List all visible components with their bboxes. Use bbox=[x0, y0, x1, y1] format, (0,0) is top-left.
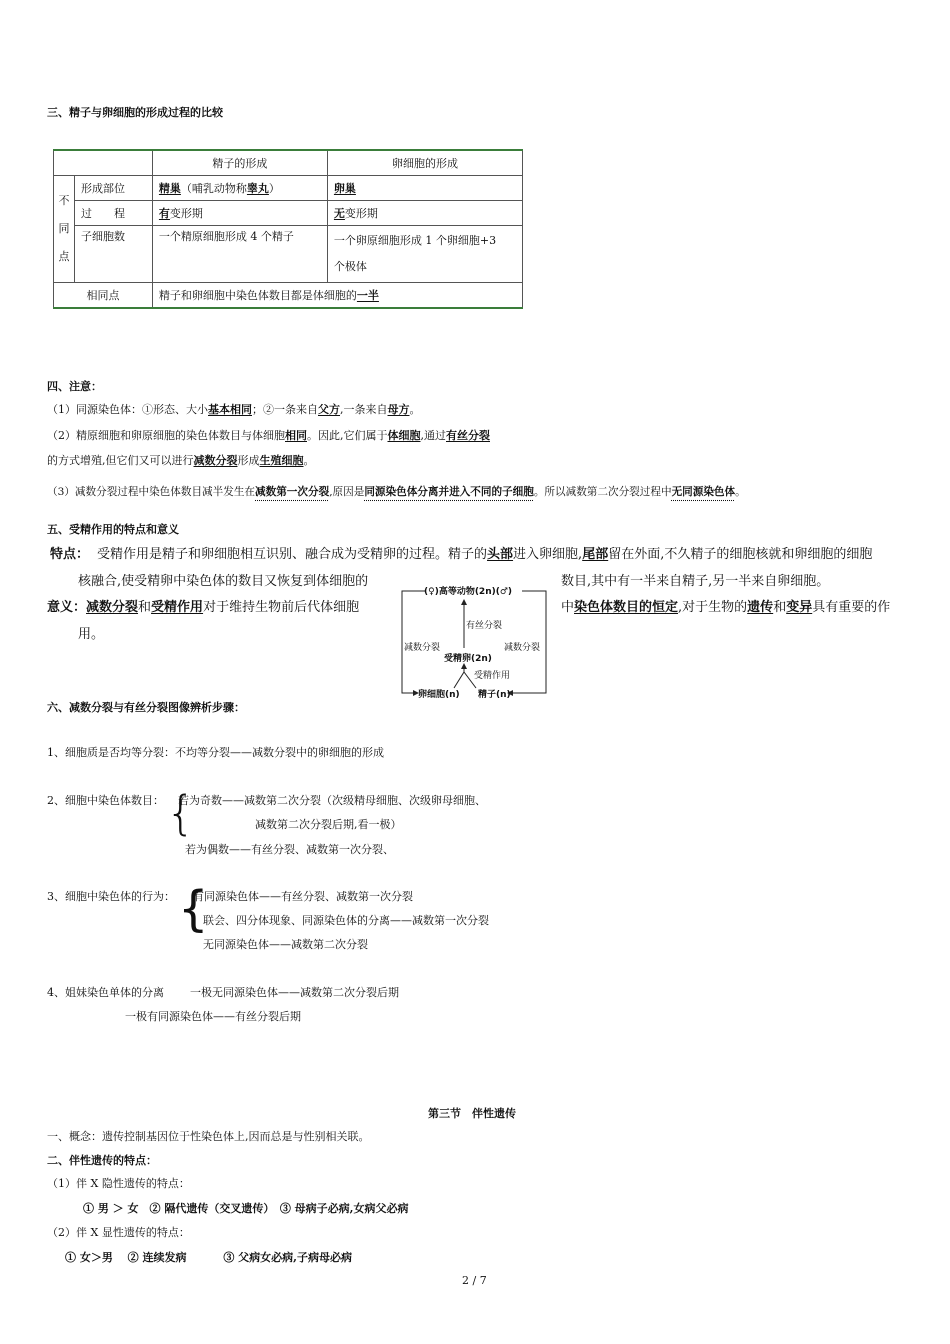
row-count-sperm: 一个精原细胞形成 4 个精子 bbox=[152, 226, 327, 283]
row-count-label: 子细胞数 bbox=[75, 226, 153, 283]
step-1: 1、细胞质是否均等分裂：不均等分裂——减数分裂中的卵细胞的形成 bbox=[47, 746, 384, 759]
diagram-zygote: 受精卵(2n) bbox=[444, 654, 492, 664]
header-egg: 卵细胞的形成 bbox=[327, 150, 522, 176]
fert-features-line-2a: 核融合,使受精卵中染色体的数目又恢复到体细胞的 bbox=[78, 574, 369, 589]
x-recessive-items: ① 男 ＞ 女 ② 隔代遗传（交叉遗传） ③ 母病子必病,女病父必病 bbox=[83, 1202, 409, 1215]
page-number: 2 / 7 bbox=[462, 1274, 487, 1287]
fert-features-line-2b: 数目,其中有一半来自精子,另一半来自卵细胞。 bbox=[561, 574, 830, 589]
step-2-odd: 若为奇数——减数第二次分裂（次级精母细胞、次级卵母细胞、 bbox=[178, 794, 486, 807]
note-2: （2）精原细胞和卵原细胞的染色体数目与体细胞相同。因此,它们属于体细胞,通过有丝分裂 bbox=[47, 429, 490, 442]
diagram-meiosis-right: 减数分裂 bbox=[504, 643, 541, 653]
fert-meaning-line-3: 用。 bbox=[78, 627, 105, 642]
section-3-title: 三、精子与卵细胞的形成过程的比较 bbox=[47, 106, 223, 119]
step-4-b: 一极有同源染色体——有丝分裂后期 bbox=[125, 1010, 301, 1023]
header-sperm: 精子的形成 bbox=[152, 150, 327, 176]
note-2-cont: 的方式增殖,但它们又可以进行减数分裂形成生殖细胞。 bbox=[47, 454, 315, 467]
diagram-meiosis-left: 减数分裂 bbox=[404, 643, 441, 653]
row-process-label: 过 程 bbox=[75, 201, 153, 226]
diagram-egg: 卵细胞(n) bbox=[418, 690, 460, 700]
step-3-b: 联会、四分体现象、同源染色体的分离——减数第一次分裂 bbox=[203, 914, 489, 927]
x-dominant-title: （2）伴 X 显性遗传的特点： bbox=[47, 1226, 190, 1239]
x-dominant-items: ① 女＞男 ② 连续发病 ③ 父病女必病,子病母必病 bbox=[65, 1251, 352, 1264]
concept-line: 一、概念：遗传控制基因位于性染色体上,因而总是与性别相关联。 bbox=[47, 1130, 370, 1143]
note-1: （1）同源染色体：①形态、大小基本相同；②一条来自父方,一条来自母方。 bbox=[47, 403, 421, 416]
step-3-brace: { bbox=[178, 881, 209, 937]
fert-meaning-line-2: 中染色体数目的恒定,对于生物的遗传和变异具有重要的作 bbox=[561, 600, 891, 615]
section-5-title: 五、受精作用的特点和意义 bbox=[47, 523, 179, 536]
step-2-even: 若为偶数——有丝分裂、减数第一次分裂、 bbox=[185, 843, 394, 856]
row-location-sperm: 精巢（哺乳动物称睾丸） bbox=[152, 176, 327, 201]
row-same-label: 相同点 bbox=[54, 283, 153, 309]
fert-features-line-1: 特点： 受精作用是精子和卵细胞相互识别、融合成为受精卵的过程。精子的头部进入卵细胞,尾部留在外面,不久精子的细胞核就和卵细胞的细胞 bbox=[50, 547, 873, 562]
row-process-sperm: 有变形期 bbox=[152, 201, 327, 226]
diagram-adult: (♀)高等动物(2n)(♂) bbox=[424, 587, 513, 597]
section-4-title: 四、注意： bbox=[47, 380, 102, 393]
step-3-a: 有同源染色体——有丝分裂、减数第一次分裂 bbox=[193, 890, 413, 903]
section-heading: 第三节 伴性遗传 bbox=[428, 1107, 516, 1120]
diagram-fertilization: 受精作用 bbox=[474, 671, 511, 681]
diagram-sperm: 精子(n) bbox=[478, 690, 511, 700]
row-location-egg: 卵巢 bbox=[327, 176, 522, 201]
row-process-egg: 无变形期 bbox=[327, 201, 522, 226]
row-count-egg: 一个卵原细胞形成 1 个卵细胞+3 个极体 bbox=[327, 226, 522, 283]
diagram-mitosis: 有丝分裂 bbox=[466, 621, 503, 631]
step-2-odd-cont: 减数第二次分裂后期,看一极） bbox=[255, 818, 402, 831]
step-2-brace: { bbox=[166, 786, 196, 840]
fert-meaning-line-1: 意义：减数分裂和受精作用对于维持生物前后代体细胞 bbox=[47, 600, 360, 615]
note-3: （3）减数分裂过程中染色体数目减半发生在减数第一次分裂,原因是同源染色体分离并进入不同的子细胞。所以减数第二次分裂过程中无同源染色体。 bbox=[47, 486, 746, 498]
step-3-c: 无同源染色体——减数第二次分裂 bbox=[203, 938, 368, 951]
step-4: 4、姐妹染色单体的分离 bbox=[47, 986, 164, 999]
diff-label: 不 同 点 bbox=[54, 176, 75, 283]
life-cycle-diagram bbox=[396, 582, 550, 698]
row-location-label: 形成部位 bbox=[75, 176, 153, 201]
step-2: 2、细胞中染色体数目： bbox=[47, 794, 164, 807]
features-title: 二、伴性遗传的特点： bbox=[47, 1154, 157, 1167]
table-corner bbox=[54, 150, 153, 176]
step-3: 3、细胞中染色体的行为： bbox=[47, 890, 175, 903]
section-6-title: 六、减数分裂与有丝分裂图像辨析步骤： bbox=[47, 701, 245, 714]
x-recessive-title: （1）伴 X 隐性遗传的特点： bbox=[47, 1177, 190, 1190]
comparison-table bbox=[53, 149, 523, 309]
step-4-a: 一极无同源染色体——减数第二次分裂后期 bbox=[190, 986, 399, 999]
row-same-text: 精子和卵细胞中染色体数目都是体细胞的一半 bbox=[152, 283, 522, 309]
